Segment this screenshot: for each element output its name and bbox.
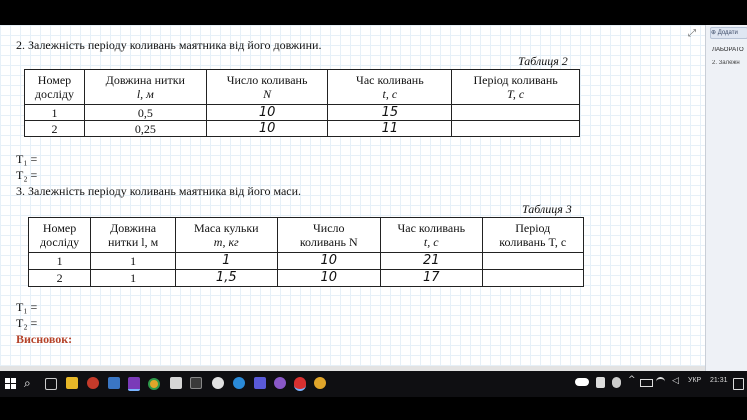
app-icon[interactable] xyxy=(190,377,202,389)
table-3-caption: Таблиця 3 xyxy=(522,202,572,216)
bottom-black-bar xyxy=(0,397,747,420)
app-icon[interactable] xyxy=(274,377,286,389)
notifications-icon[interactable] xyxy=(733,378,744,390)
table-cell: 1 xyxy=(91,253,176,270)
add-button-label: Додати xyxy=(717,30,738,36)
col-header-oscillation-count: Число коливань N xyxy=(206,70,328,105)
table-cell xyxy=(452,105,580,121)
table-row xyxy=(29,253,584,270)
table-cell xyxy=(482,253,584,270)
app-icon[interactable] xyxy=(87,377,99,389)
table-cell: 17 xyxy=(381,270,482,287)
section-3-heading: 3. Залежність періоду коливань маятника від його маси. xyxy=(16,184,302,198)
chrome-icon[interactable] xyxy=(148,378,160,390)
app-icon[interactable] xyxy=(128,377,140,391)
app-icon[interactable] xyxy=(314,377,326,389)
conclusion-label: Висновок: xyxy=(16,332,73,346)
table-cell: 10 xyxy=(206,121,328,137)
volume-icon[interactable]: ◁ xyxy=(672,376,679,386)
app-icon[interactable] xyxy=(254,377,266,389)
app-icon[interactable] xyxy=(212,377,224,389)
table-cell: 10 xyxy=(277,270,381,287)
plus-icon: ⊕ xyxy=(711,30,717,36)
outline-item-lab[interactable]: ЛАБОРАТО xyxy=(712,47,744,53)
table-cell: 15 xyxy=(328,105,452,121)
table-cell: 1 xyxy=(25,105,85,121)
app-icon[interactable] xyxy=(108,377,120,389)
table-cell xyxy=(452,121,580,137)
table-row xyxy=(29,270,584,287)
table-cell: 0,5 xyxy=(84,105,206,121)
table-2-caption: Таблиця 2 xyxy=(518,54,568,68)
app-icon[interactable] xyxy=(233,377,245,389)
col-header-period: Період коливань T, с xyxy=(482,218,584,253)
table-cell: 10 xyxy=(277,253,381,270)
formula-t2: T₂ = xyxy=(16,316,38,330)
battery-icon[interactable] xyxy=(640,379,653,387)
table-cell: 1 xyxy=(176,253,277,270)
col-header-oscillation-time: Час коливань t, с xyxy=(381,218,482,253)
table-cell: 2 xyxy=(25,121,85,137)
section-2-heading: 2. Залежність періоду коливань маятника від його довжини. xyxy=(16,38,322,52)
tray-icon[interactable] xyxy=(612,377,621,388)
language-indicator[interactable]: УКР xyxy=(688,377,702,384)
col-header-thread-length: Довжина нитки l, м xyxy=(84,70,206,105)
expand-icon[interactable]: ⤢ xyxy=(688,28,696,39)
table-cell: 2 xyxy=(29,270,91,287)
right-panel xyxy=(705,25,747,371)
table-row xyxy=(25,105,580,121)
col-header-period: Період коливань T, с xyxy=(452,70,580,105)
outline-item-section[interactable]: 2. Залежн xyxy=(712,60,740,66)
clock[interactable]: 21:31 xyxy=(710,377,728,384)
formula-t1: T₁ = xyxy=(16,300,38,314)
show-hidden-icons-icon[interactable]: ^ xyxy=(628,375,636,385)
taskbar xyxy=(0,371,747,397)
app-icon[interactable] xyxy=(170,377,182,389)
cloud-icon[interactable] xyxy=(575,378,589,386)
table-row xyxy=(25,121,580,137)
table-2 xyxy=(24,69,580,137)
table-cell: 0,25 xyxy=(84,121,206,137)
table-2-header-row xyxy=(25,70,580,105)
col-header-experiment-number: Номер досліду xyxy=(25,70,85,105)
col-header-thread-length: Довжина нитки l, м xyxy=(91,218,176,253)
col-header-oscillation-time: Час коливань t, с xyxy=(328,70,452,105)
col-header-oscillation-count: Число коливань N xyxy=(277,218,381,253)
table-3-header-row xyxy=(29,218,584,253)
table-3 xyxy=(28,217,584,287)
col-header-ball-mass: Маса кульки m, кг xyxy=(176,218,277,253)
table-cell: 1,5 xyxy=(176,270,277,287)
formula-t1: T₁ = xyxy=(16,152,38,166)
col-header-experiment-number: Номер досліду xyxy=(29,218,91,253)
table-cell: 1 xyxy=(91,270,176,287)
add-button[interactable] xyxy=(710,27,747,39)
tray-icon[interactable] xyxy=(596,377,605,388)
windows-icon[interactable] xyxy=(5,378,16,389)
table-cell: 11 xyxy=(328,121,452,137)
table-cell: 21 xyxy=(381,253,482,270)
formula-t2: T₂ = xyxy=(16,168,38,182)
top-black-bar xyxy=(0,0,747,25)
table-cell xyxy=(482,270,584,287)
task-view-icon[interactable] xyxy=(45,378,57,390)
search-icon[interactable]: ⌕ xyxy=(24,376,31,390)
table-cell: 1 xyxy=(29,253,91,270)
app-icon[interactable] xyxy=(294,377,306,391)
explorer-icon[interactable] xyxy=(66,377,78,389)
table-cell: 10 xyxy=(206,105,328,121)
network-icon[interactable] xyxy=(656,377,665,388)
